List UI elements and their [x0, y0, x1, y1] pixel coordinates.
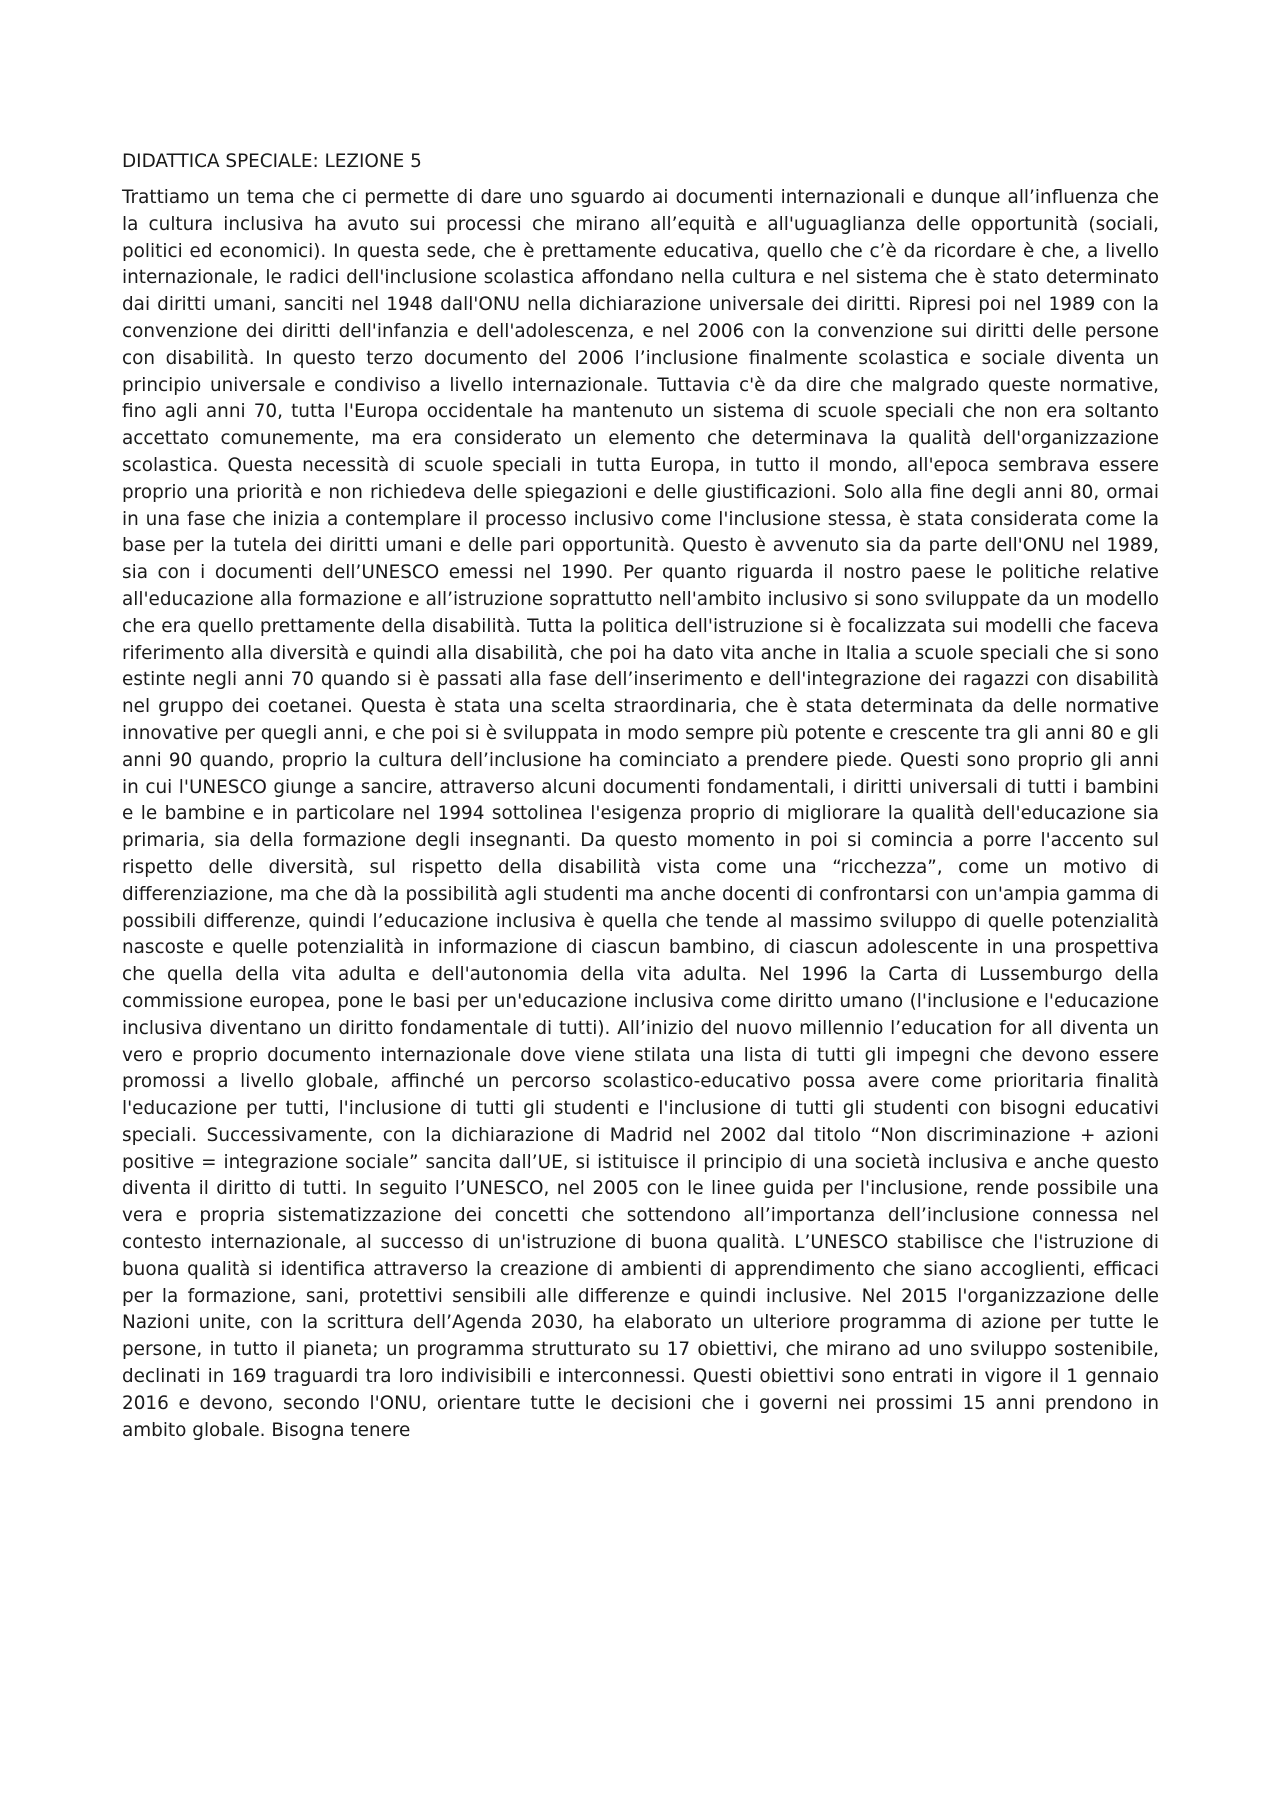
document-title: DIDATTICA SPECIALE: LEZIONE 5 — [122, 151, 422, 172]
document-content — [122, 148, 1159, 1444]
document-body-paragraph: Trattiamo un tema che ci permette di dare uno sguardo ai documenti internazionali e dunque all’influenza che la cultura inclusiva ha avuto sui processi che mirano all’equità e all'uguaglianza delle opportunità (sociali, politici ed economici). In questa sede, che è prettamente educativa, quello che c’è da ricordare è che, a livello internazionale, le radici dell'inclusione scolastica affondano nella cultura e nel sistema che è stato determinato dai diritti umani, sanciti nel 1948 dall'ONU nella dichiarazione universale dei diritti. Ripresi poi nel 1989 con la convenzione dei diritti dell'infanzia e dell'adolescenza, e nel 2006 con la convenzione sui diritti delle persone con disabilità. In questo terzo documento del 2006 l’inclusione finalmente scolastica e sociale diventa un principio universale e condiviso a livello internazionale. Tuttavia c'è da dire che malgrado queste normative, fino agli anni 70, tutta l'Europa occidentale ha mantenuto un sistema di scuole speciali che non era soltanto accettato comunemente, ma era considerato un elemento che determinava la qualità dell'organizzazione scolastica. Questa necessità di scuole speciali in tutta Europa, in tutto il mondo, all'epoca sembrava essere proprio una priorità e non richiedeva delle spiegazioni e delle giustificazioni. Solo alla fine degli anni 80, ormai in una fase che inizia a contemplare il processo inclusivo come l'inclusione stessa, è stata considerata come la base per la tutela dei diritti umani e delle pari opportunità. Questo è avvenuto sia da parte dell'ONU nel 1989, sia con i documenti dell’UNESCO emessi nel 1990. Per quanto riguarda il nostro paese le politiche relative all'educazione alla formazione e all’istruzione soprattutto nell'ambito inclusivo si sono sviluppate da un modello che era quello prettamente della disabilità. Tutta la politica dell'istruzione si è focalizzata sui modelli che faceva riferimento alla diversità e quindi alla disabilità, che poi ha dato vita anche in Italia a scuole speciali che si sono estinte negli anni 70 quando si è passati alla fase dell’inserimento e dell'integrazione dei ragazzi con disabilità nel gruppo dei coetanei. Questa è stata una scelta straordinaria, che è stata determinata da delle normative innovative per quegli anni, e che poi si è sviluppata in modo sempre più potente e crescente tra gli anni 80 e gli anni 90 quando, proprio la cultura dell’inclusione ha cominciato a prendere piede. Questi sono proprio gli anni in cui l'UNESCO giunge a sancire, attraverso alcuni documenti fondamentali, i diritti universali di tutti i bambini e le bambine e in particolare nel 1994 sottolinea l'esigenza proprio di migliorare la qualità dell'educazione sia primaria, sia della formazione degli insegnanti. Da questo momento in poi si comincia a porre l'accento sul rispetto delle diversità, sul rispetto della disabilità vista come una “ricchezza”, come un motivo di differenziazione, ma che dà la possibilità agli studenti ma anche docenti di confrontarsi con un'ampia gamma di possibili differenze, quindi l’educazione inclusiva è quella che tende al massimo sviluppo di quelle potenzialità nascoste e quelle potenzialità in informazione di ciascun bambino, di ciascun adolescente in una prospettiva che quella della vita adulta e dell'autonomia della vita adulta. Nel 1996 la Carta di Lussemburgo della commissione europea, pone le basi per un'educazione inclusiva come diritto umano (l'inclusione e l'educazione inclusiva diventano un diritto fondamentale di tutti). All’inizio del nuovo millennio l’education for all diventa un vero e proprio documento internazionale dove viene stilata una lista di tutti gli impegni che devono essere promossi a livello globale, affinché un percorso scolastico-educativo possa avere come prioritaria finalità l'educazione per tutti, l'inclusione di tutti gli studenti e l'inclusione di tutti gli studenti con bisogni educativi speciali. Successivamente, con la dichiarazione di Madrid nel 2002 dal titolo “Non discriminazione + azioni positive = integrazione sociale” sancita dall’UE, si istituisce il principio di una società inclusiva e anche questo diventa il diritto di tutti. In seguito l’UNESCO, nel 2005 con le linee guida per l'inclusione, rende possibile una vera e propria sistematizzazione dei concetti che sottendono all’importanza dell’inclusione connessa nel contesto internazionale, al successo di un'istruzione di buona qualità. L’UNESCO stabilisce che l'istruzione di buona qualità si identifica attraverso la creazione di ambienti di apprendimento che siano accoglienti, efficaci per la formazione, sani, protettivi sensibili alle differenze e quindi inclusive. Nel 2015 l'organizzazione delle Nazioni unite, con la scrittura dell’Agenda 2030, ha elaborato un ulteriore programma di azione per tutte le persone, in tutto il pianeta; un programma strutturato su 17 obiettivi, che mirano ad uno sviluppo sostenibile, declinati in 169 traguardi tra loro indivisibili e interconnessi. Questi obiettivi sono entrati in vigore il 1 gennaio 2016 e devono, secondo l'ONU, orientare tutte le decisioni che i governi nei prossimi 15 anni prendono in ambito globale. Bisogna tenere — [122, 187, 1159, 1441]
